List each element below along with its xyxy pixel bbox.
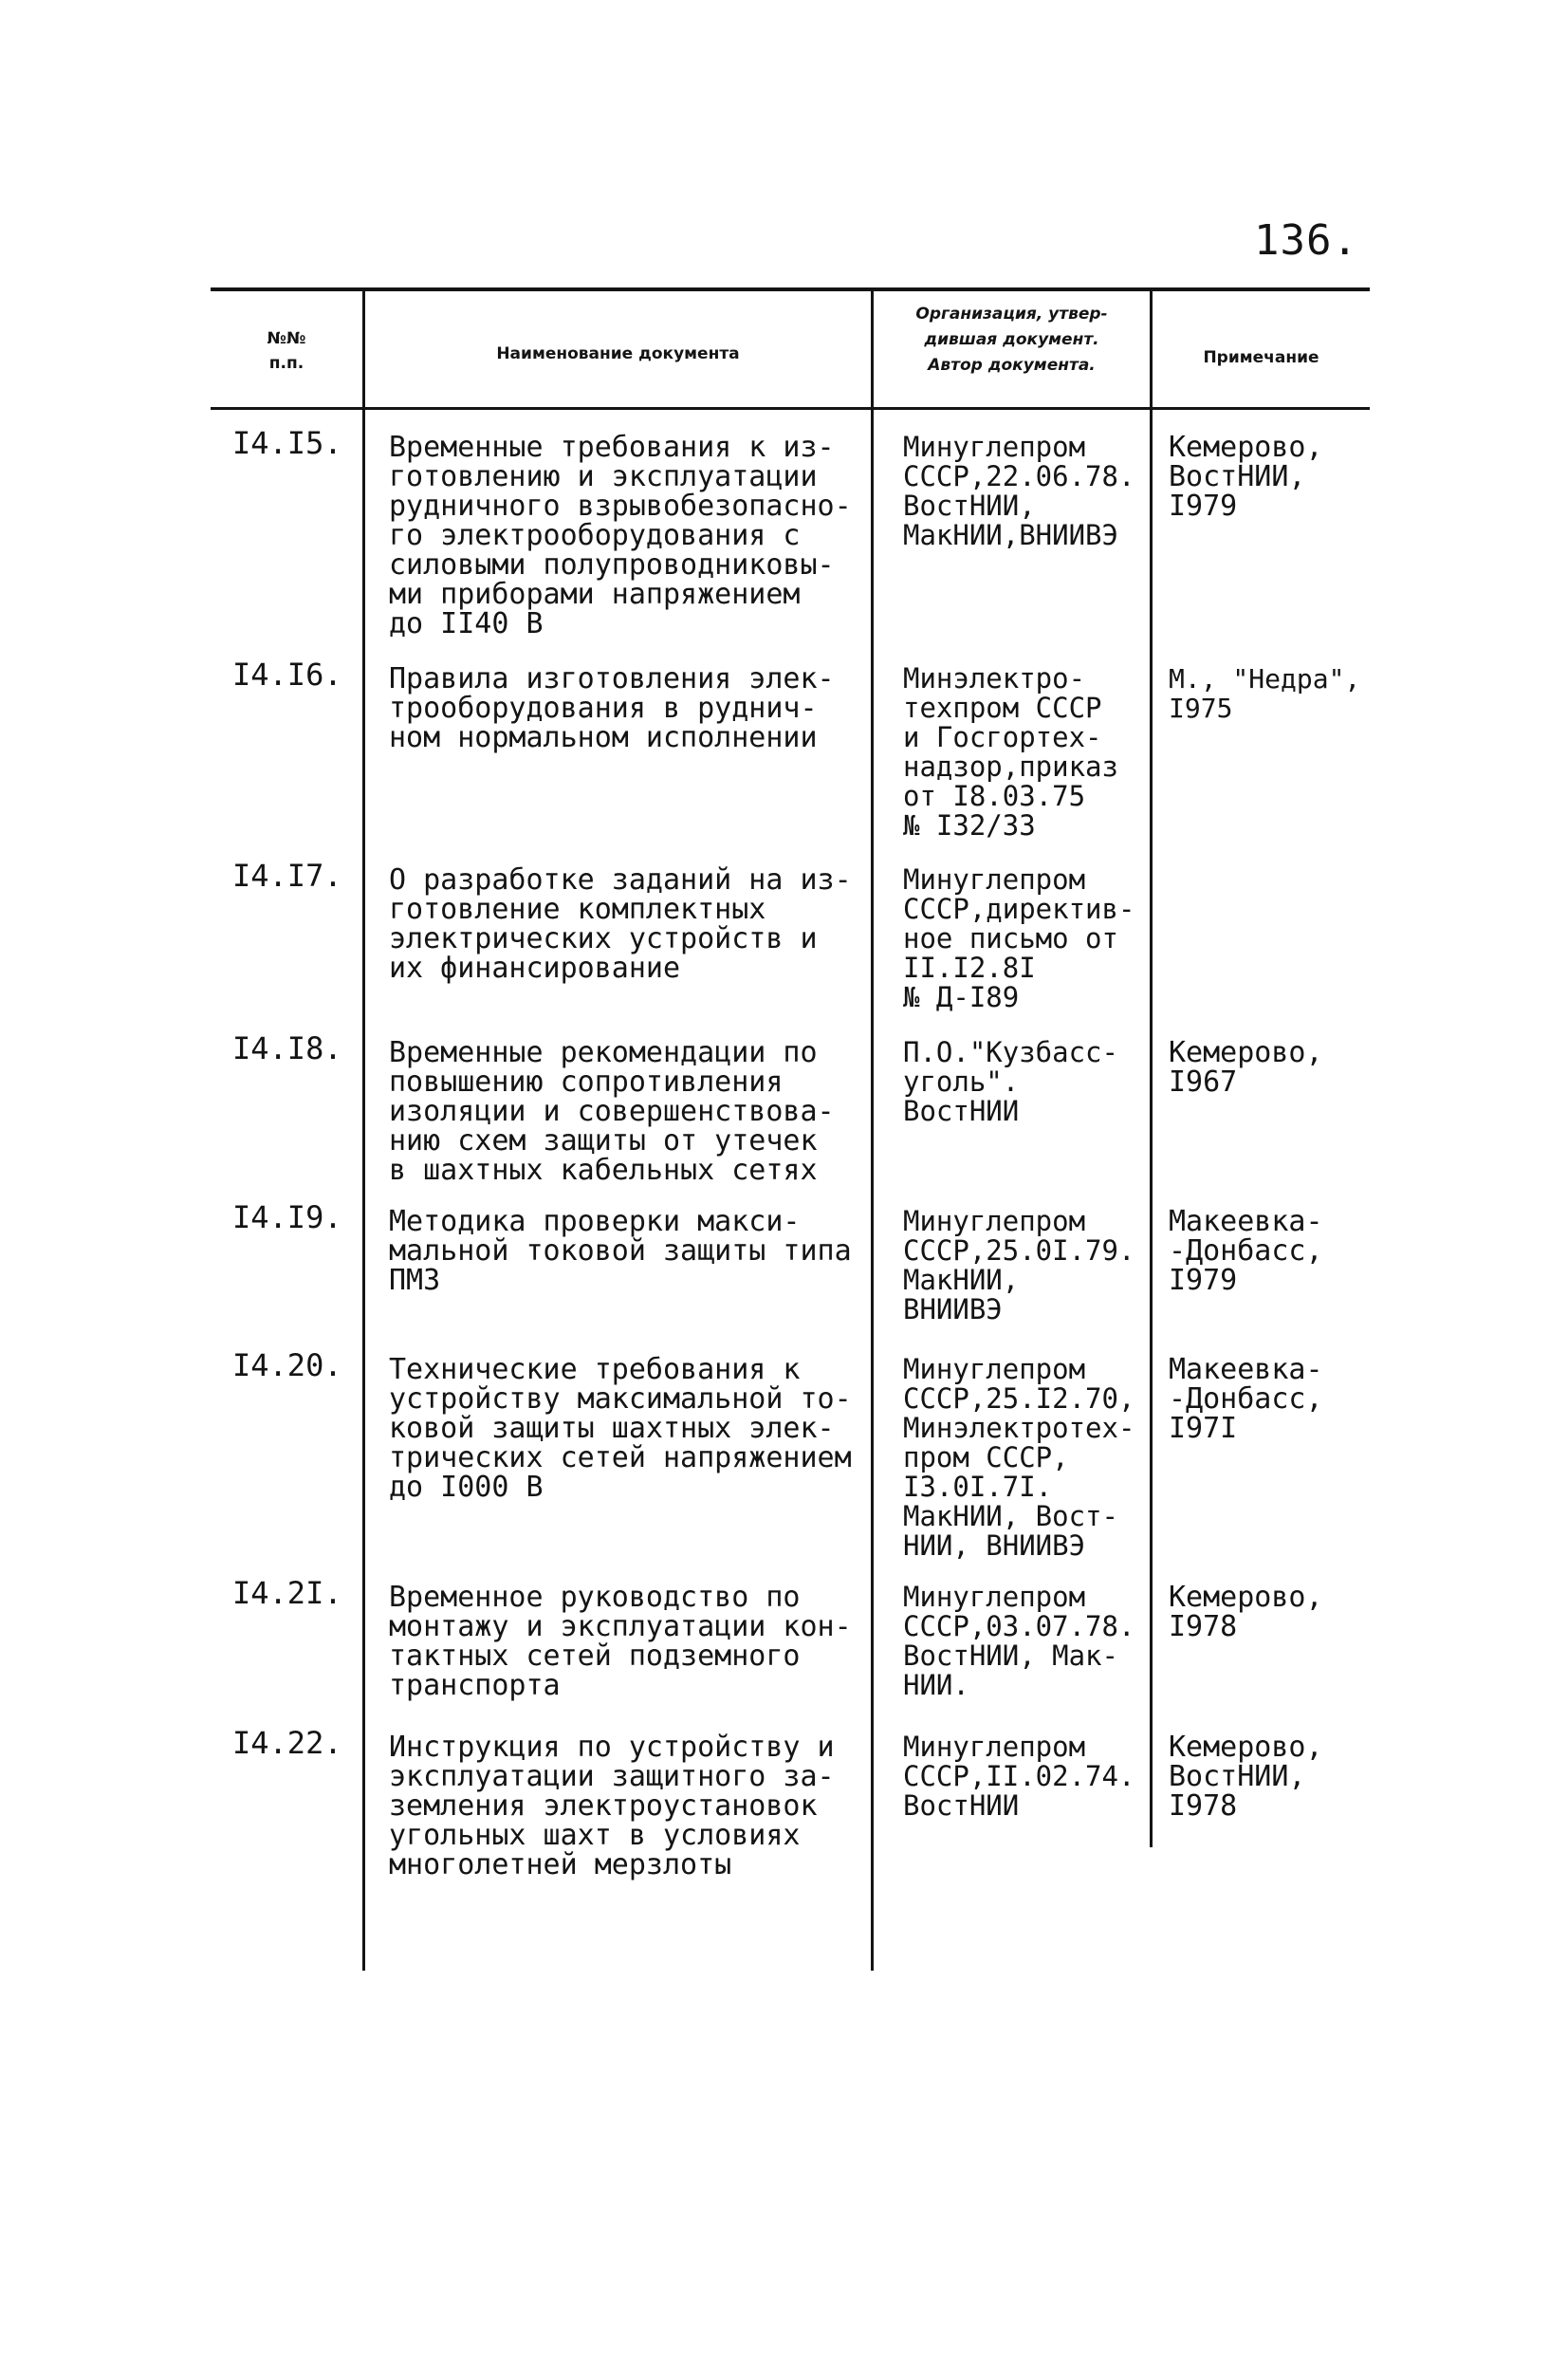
header-org: Организация, утвер- дившая документ. Автор документа. <box>915 305 1108 375</box>
row-8-title: Инструкция по устройству и эксплуатации защитного за- земления электроустановок угольных шахт в условиях многолетней мерзлоты <box>389 1731 835 1881</box>
row-2-title: Правила изготовления элек- трооборудования в руднич- ном нормальном исполнении <box>389 662 835 754</box>
row-8-org: Минуглепром СССР,II.02.74. ВостНИИ <box>903 1731 1135 1822</box>
row-3-org: Минуглепром СССР,директив- ное письмо от II.I2.8I № Д-I89 <box>903 863 1135 1013</box>
column-separator-3 <box>1150 291 1153 1847</box>
row-5-num: I4.I9. <box>232 1199 342 1235</box>
page-number: 136. <box>1254 216 1358 265</box>
row-3-num: I4.I7. <box>232 858 342 894</box>
row-1-title: Временные требования к из- готовлению и эксплуатации рудничного взрывобезопасно- го электрооборудования с силовыми полупроводниковы- ми приборами напряжением до II40 В <box>389 431 852 640</box>
row-7-title: Временное руководство по монтажу и эксплуатации кон- тактных сетей подземного транспорта <box>389 1581 852 1702</box>
column-separator-1 <box>362 291 365 1971</box>
row-1-num: I4.I5. <box>232 425 342 461</box>
row-1-org: Минуглепром СССР,22.06.78. ВостНИИ, МакНИИ,ВНИИВЭ <box>903 431 1135 551</box>
row-2-note: М., "Недра", I975 <box>1169 663 1361 724</box>
row-4-num: I4.I8. <box>232 1030 342 1066</box>
row-8-num: I4.22. <box>232 1725 342 1761</box>
row-3-title: О разработке заданий на из- готовление комплектных электрических устройств и их финансирование <box>389 863 852 985</box>
row-6-num: I4.20. <box>232 1347 342 1383</box>
row-4-org: П.О."Кузбасс- уголь". ВостНИИ <box>903 1036 1118 1127</box>
header-num: №№ п.п. <box>267 329 306 373</box>
row-4-title: Временные рекомендации по повышению сопротивления изоляции и совершенствова- нию схем защиты от утечек в шахтных кабельных сетях <box>389 1036 835 1187</box>
row-6-note: Макеевка- -Донбасс, I97I <box>1169 1353 1323 1445</box>
row-7-note: Кемерово, I978 <box>1169 1581 1323 1643</box>
column-separator-2 <box>871 291 874 1971</box>
row-4-note: Кемерово, I967 <box>1169 1036 1323 1099</box>
row-6-org: Минуглепром СССР,25.I2.70, Минэлектротех- пром СССР, I3.0I.7I. МакНИИ, Вост- НИИ, ВНИИВЭ <box>903 1353 1135 1562</box>
row-5-org: Минуглепром СССР,25.0I.79. МакНИИ, ВНИИВЭ <box>903 1205 1135 1325</box>
header-bottom-rule <box>211 407 1370 410</box>
row-5-note: Макеевка- -Донбасс, I979 <box>1169 1205 1323 1297</box>
row-7-org: Минуглепром СССР,03.07.78. ВостНИИ, Мак- НИИ. <box>903 1581 1135 1701</box>
row-6-title: Технические требования к устройству максимальной то- ковой защиты шахтных элек- трических сетей напряжением до I000 В <box>389 1353 852 1504</box>
row-8-note: Кемерово, ВостНИИ, I978 <box>1169 1731 1323 1823</box>
table-top-rule <box>211 287 1370 291</box>
header-title: Наименование документа <box>496 344 740 363</box>
row-2-num: I4.I6. <box>232 657 342 693</box>
row-5-title: Методика проверки макси- мальной токовой защиты типа ПМЗ <box>389 1205 852 1297</box>
row-2-org: Минэлектро- техпром СССР и Госгортех- надзор,приказ от I8.03.75 № I32/33 <box>903 662 1118 842</box>
row-7-num: I4.2I. <box>232 1575 342 1611</box>
row-1-note: Кемерово, ВостНИИ, I979 <box>1169 431 1323 523</box>
header-note: Примечание <box>1203 348 1319 367</box>
